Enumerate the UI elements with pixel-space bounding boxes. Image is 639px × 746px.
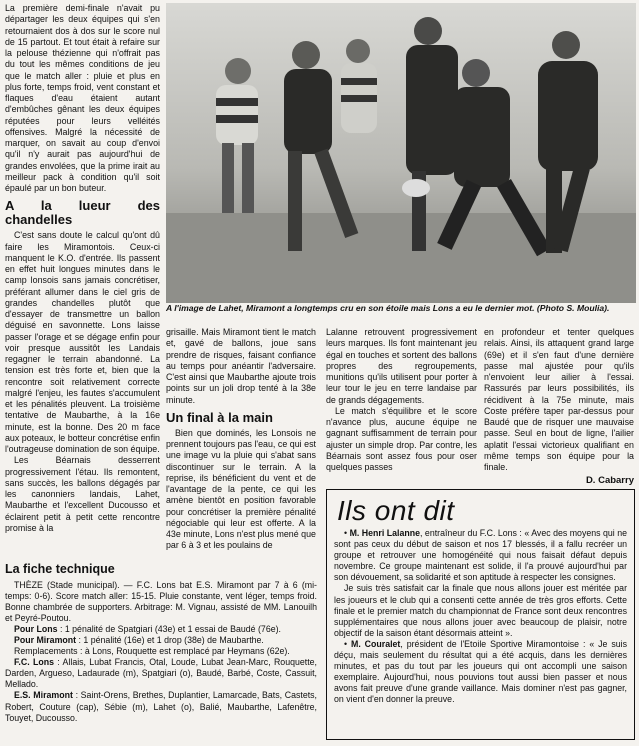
- fiche-technique: [5, 556, 317, 724]
- paragraph: Bien que dominés, les Lonsois ne prennent toujours pas l'eau, ce qui est une image vu la pluie qui s'abat sans discontinuer sur le terrain. A la reprise, ils bénéficient du vent et de l'avantage de la pente, ce qui les amène bientôt en position favorable pour concrétiser la première pénalité négociable qui leur est offerte. A la 43e minute, Lons n'est plus mené que par 6 à 3 et les poulains de: [166, 427, 316, 551]
- fiche-heading: La fiche technique: [5, 562, 115, 576]
- fiche-text: : 1 pénalité (16e) et 1 drop (38e) de Maubarthe.: [76, 635, 264, 646]
- article-column-3: [326, 327, 477, 473]
- bullet-icon: •: [344, 528, 350, 538]
- fiche-text: : Saint-Orens, Brethes, Duplantier, Lamarcade, Bats, Castets, Robert, Couture (cap), Sébie (m), Lahet (o), Balié, Maubarthe, Lafenêtre, Touyet, Ducousso.: [5, 690, 318, 723]
- paragraph: grisaille. Mais Miramont tient le match et, gavé de ballons, joue sans prendre de risques, faisant confiance au temps pour anéantir l'adversaire. C'est ainsi que Maubarthe ajoute trois points sur un joli drop tenté à la 38e minute.: [166, 327, 316, 405]
- fiche-text: : Allais, Lubat Francis, Otal, Loude, Lubat Jean-Marc, Rouquette, Darden, Argueso, Ladaurade (m), Spatgiari (o), Baudé, Barbé, Coste, Cassuit, Mellado.: [5, 657, 317, 690]
- bullet-icon: •: [344, 638, 351, 649]
- quote: , président de l'Etoile Sportive Miramontoise : « Je suis déçu, mais seulement du résultat qui a été acquis, dans les dernières minutes, et pas du tout par les joueurs qui ont accompli une saison exemplaire. Aujourd'hui, nous pouvions tout aussi bien passer et nous avons fait preuve d'une grande vaillance. Mais dominer n'est pas gagner, on vient d'en donner la preuve.: [334, 638, 627, 705]
- article-column-1: [5, 3, 160, 534]
- fiche-label: Pour Miramont: [14, 635, 77, 646]
- fiche-label: E.S. Miramont: [14, 690, 73, 701]
- intro-paragraph: La première demi-finale n'avait pu départager les deux équipes qui s'en retournaient dos à dos sur le score nul de 15 partout. Et tout était à refaire sur la pelouse thézienne qui n'offrait pas du tout les mêmes conditions de jeu que le match aller : pluie et plus en plus forte, temps froid, vent constant et flaques d'eau étaient autant d'embûches gênant les deux équipes réputées pour leurs velléités offensives. Malgré la nécessité de marquer, on savait au coup d'envoi qu'il n'y aurait pas aujourd'hui de grandes envolées, que la prime irait au meilleur pack à condition qu'il soit épaulé par un bon buteur.: [5, 3, 160, 193]
- fiche-paragraph: THÈZE (Stade municipal). — F.C. Lons bat E.S. Miramont par 7 à 6 (mi-temps: 0-6). Score match aller: 15-15. Pluie constante, vent léger, temps froid. Bonne chambrée de supporters. Arbitrage: M. Vignau, assisté de MM. Lanouilh et Peyré-Poutou.: [5, 580, 317, 624]
- section-heading-final: Un final à la main: [166, 409, 273, 425]
- speaker-name: M. Henri Lalanne: [349, 528, 421, 538]
- paragraph: C'est sans doute le calcul qu'ont dû faire les Miramontois. Ceux-ci manquent le K.O. d'entrée. Ils passent en effet huit longues minutes dans le camp lonsois sans jamais concrétiser, préférant allumer dans le ciel gris de grandes chandelles plutôt que d'essayer de transmettre un ballon déguisé en savonnette. Lons laisse passer l'orage et se dégage enfin pour voir presque aussitôt les Landais regagner le terrain abandonné. La tension est très forte et, bien que la rencontre soit relativement correcte malgré l'enjeu, les fautes s'accumulent et les pénalités pleuvent. La troisième tentative de Maubarthe, à la 16e minute, est la bonne. Des 20 m face aux poteaux, le botteur concrétise enfin l'outrageuse domination de son équipe.: [5, 230, 160, 454]
- photo-illustration: [166, 3, 636, 303]
- author-signature: D. Cabarry: [585, 475, 634, 487]
- fiche-text: : 1 pénalité de Spatgiari (43e) et 1 essai de Baudé (76e).: [57, 624, 281, 635]
- quote: , entraîneur du F.C. Lons : « Avec des moyens qui ne sont pas ceux du début de saison et nos 17 blessés, il a fallu recréer un groupe et retrouver une homogénéité qui nous faisait défaut depuis novembre. Ce groupe maintenant est solide, il l'a prouvé aujourd'hui par son dévouement, sa solidarité et son aptitude à respecter les consignes.: [334, 528, 627, 583]
- article-column-4: [484, 327, 634, 487]
- photo-caption: A l'image de Lahet, Miramont a longtemps cru en son étoile mais Lons a eu le dernier mot. (Photo S. Moulia).: [166, 303, 610, 313]
- fiche-label: F.C. Lons: [14, 657, 54, 668]
- quotes-box: [326, 489, 635, 740]
- quote: Je suis très satisfait car la finale que nous allons jouer est méritée par les joueurs et le club qui a consenti cette année de très gros efforts. Cette finale et le premier match du championnat de France sont deux rencontres supplémentaires que nous allons jouer avec beaucoup de plaisir, notre objectif de la saison étant désormais atteint ».: [334, 583, 627, 638]
- paragraph: en profondeur et tenter quelques relais. Ainsi, ils attaquent grand large (69e) et il s'en faut d'une dernière passe mal ajustée pour qu'ils n'envoient leur ailier à l'essai. Rassurés par leurs possibilités, ils récidivent à la 75e minute, mais Coste préfère taper par-dessus pour Baudé que de risquer une mauvaise passe. Seul en bout de ligne, l'ailier aplatit l'essai victorieux qualifiant en même temps son équipe pour la finale.: [484, 327, 634, 472]
- fiche-label: Pour Lons: [14, 624, 58, 635]
- paragraph: Lalanne retrouvent progressivement leurs marques. Ils font maintenant jeu égal en touches et sortent des ballons propres des regroupements, munitions qu'ils utilisent pour porter à leur tour le jeu en terre landaise par de grands dégagements.: [326, 327, 477, 405]
- paragraph: Les Béarnais desserrent progressivement l'étau. Ils remontent, sans succès, les ballons dégagés par les canonniers landais, Lahet, Maubarthe et l'excellent Ducousso et éclairent petit à petit cette rencontre promise à la: [5, 455, 160, 533]
- speaker-name: M. Couralet: [351, 638, 401, 649]
- quotes-title: Ils ont dit: [337, 495, 455, 526]
- quotes-text: [334, 528, 627, 706]
- fiche-paragraph: Remplacements : à Lons, Rouquette est remplacé par Heymans (62e).: [14, 646, 290, 657]
- section-heading-chandelles: A la lueur des chandelles: [5, 198, 160, 228]
- paragraph: Le match s'équilibre et le score n'avance plus, aucune équipe ne gagnant suffisamment de terrain pour ajuster un simple drop. Par contre, les Béarnais sont assez fous pour oser quelques passes: [326, 405, 477, 472]
- rugby-photo: [166, 3, 636, 303]
- article-column-2: [166, 327, 316, 552]
